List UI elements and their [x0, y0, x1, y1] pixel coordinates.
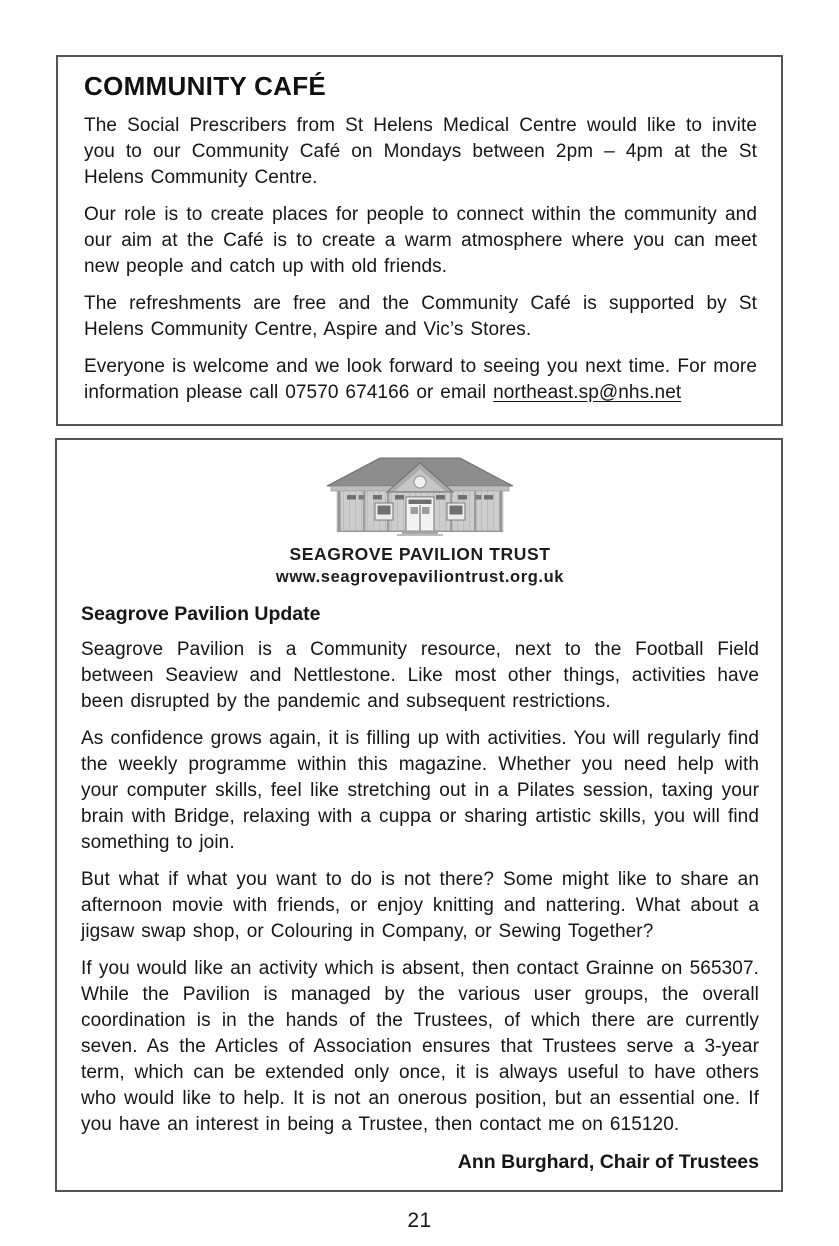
email-link[interactable]: northeast.sp@nhs.net: [493, 382, 682, 403]
cafe-paragraph: The Social Prescribers from St Helens Medical Centre would like to invite you to our Community Café on Mondays between 2pm – 4pm at the St Helens Community Centre.: [84, 115, 757, 188]
cafe-title: COMMUNITY CAFÉ: [84, 71, 327, 101]
cafe-closing-paragraph: [84, 354, 757, 406]
org-name: SEAGROVE PAVILION TRUST: [289, 544, 551, 564]
pavilion-logo-wrap: [81, 450, 759, 541]
pavilion-paragraph: As confidence grows again, it is filling up with activities. You will regularly find the weekly programme within this magazine. Whether you need help with your computer skills, feel like stretching out in a Pilates session, taxing your brain with Bridge, relaxing with a cuppa or sharing artistic skills, you will find something to join.: [81, 728, 759, 853]
cafe-closing-text: Everyone is welcome and we look forward to seeing you next time. For more information please call 07570 674166 or email: [84, 356, 757, 403]
cafe-paragraph: Our role is to create places for people to connect within the community and our aim at the Café is to create a warm atmosphere where you can meet new people and catch up with old friends.: [84, 204, 757, 277]
pavilion-building-illustration: [325, 450, 515, 536]
pavilion-paragraph: If you would like an activity which is absent, then contact Grainne on 565307. While the Pavilion is managed by the various user groups, the overall coordination is in the hands of the Trustees, of which there are currently seven. As the Articles of Association ensures that Trustees serve a 3-year term, which can be extended only once, it is always useful to have others who would like to help. It is not an onerous position, but an essential one. If you have an interest in being a Trustee, then contact me on 615120.: [81, 958, 759, 1135]
pavilion-paragraph: Seagrove Pavilion is a Community resource, next to the Football Field between Seaview and Nettlestone. Like most other things, activities have been disrupted by the pandemic and subsequent restrictions.: [81, 639, 759, 712]
community-cafe-article: [56, 55, 783, 426]
pavilion-update-heading: Seagrove Pavilion Update: [81, 603, 321, 625]
cafe-paragraph: The refreshments are free and the Community Café is supported by St Helens Community Centre, Aspire and Vic’s Stores.: [84, 293, 757, 340]
magazine-page: [0, 55, 839, 1233]
signature: Ann Burghard, Chair of Trustees: [457, 1151, 759, 1173]
pavilion-trust-article: [55, 438, 783, 1192]
pavilion-paragraph: But what if what you want to do is not there? Some might like to share an afternoon movie with friends, or enjoy knitting and nattering. What about a jigsaw swap shop, or Colouring in Company, or Sewing Together?: [81, 869, 759, 942]
org-website: www.seagrovepaviliontrust.org.uk: [275, 568, 565, 586]
page-number: 21: [407, 1209, 432, 1232]
